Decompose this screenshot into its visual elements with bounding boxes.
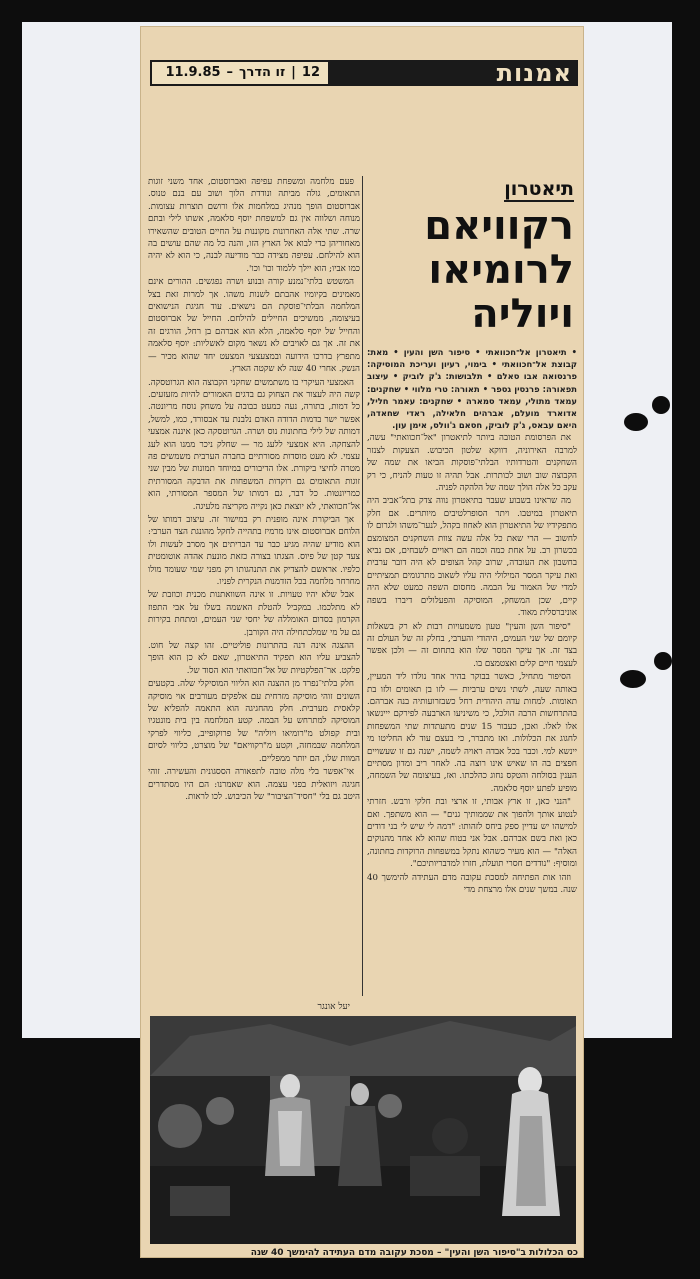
stage-photo-drawing	[150, 1016, 576, 1244]
headline-line: לרומיאו	[428, 247, 574, 293]
body-paragraph: ההצגה אינה דנה בהתרונות פוליטיים. זהו קצה של חוט. להצביע עליו הוא תפקיד התיאטרון, שאם לא כן הוא הופך פלקט. אר־הפלקטיות של אל־חכוואתי הוא הסוד של.	[148, 641, 360, 676]
body-paragraph: האמצעי העיקרי בו משתמשים שחקני הקבוצה הוא הגרוטסקה. קשה היה לעצור את הצחוק גם בדגים האמורים להיות מזעזעים. כל דמות, בתורה, נעה כמעט כבובה על משחק נוסח מריונטה. אפשר ישר בדמות הדודה האדם נלבנת עד אבסורד, כמו, למשל, דמותה של לילי בחתונות נוס ושרה. הגרוטסקה כאן איננה אמצעי להצחקה. היא אמצעי ללעג מר — שחלק ניכר ממנו הוא לעג עצמי. לא מעט מוסדות מסורתיים בחברה הערבית משמשים פה מטרה לחיצי ביקורת. אלו הדיבורים במיוחד תמונות של מבין שני זוגות התאומים גם רוקדות המשפחות את הדבקה המסורתית כמריונטות. כל דבר, גם דמותו של המספר המסורתי, הוא אל־חכוואתי, לא יוצאת כאן נקייה מקריצה מלעיגה.	[148, 377, 360, 512]
section-title: אמנות	[330, 60, 578, 86]
headline	[364, 204, 574, 336]
production-credits: • תיאטרון אל־חכוואתי • סיפור השן והעין • מאת: קבוצת אל־חכוואתי • בימוי, רעיון ועריכת המוסיקה: פרנסואה אבו סאלם • תלבושות: ג'ק לוביק • עיצוב תפאורה: פרנסין גספר • תאורה: טרי מלווי • שחקנים: עמאד מתולי, עמאד סמארה • שחקנים: עאמר חליל, אדוארד מועלם, אברהים חלאילה, ראדי שחאדה, היאם עבאס, ג'ק לוביק, חסאם ג'וולס, אימן עון.	[367, 347, 577, 431]
photo-caption: כס הכלולות ב"סיפור השן והעין" – מסכת עקובה מדם העתידה להימשך 40 שנה	[250, 1248, 578, 1258]
newspaper-clipping	[140, 26, 584, 1258]
body-paragraph: הסיפור מתחיל, כאשר בבוקר בהיר אחד נולדו ליד המעיין, באותה שעה, לשתי נשים ערביות — לזו בן תאומים ולזו בת תאומות. למחות עדה היהודית רחל כשבזרועותיה בנה אברהם. בהתרחשות הרבה הולכל, כי משיניעו הארבעה לפירקם ייינשאו אלו לאלו. ואכן, כעבור 15 שנים מתעתדות שתי המשפחות לחגוג את הכלולות. ואז מתברר, כי בעצם עוד לא החליטו מי יינשא למי. וכבר בכל אבדה ראויה לשמה, ישנה גם זו שעשויים חפצים בה הו שאיש אינו רוצה בה. לאחר ריב ומדון מסתיים הענין בסולחה והטקס נחוג כהלכתו. ואז, בעיצומה של השמחה, מופיע לפתע יוסף סלאמה.	[367, 672, 577, 794]
issue-date: 11.9.85	[165, 65, 221, 80]
punch-hole	[654, 652, 672, 670]
headline-line: רקוויאם	[424, 203, 574, 249]
body-paragraph: "סיפור השן והעין" טעון משמעויות רבות לא רק בשאלות קיומם של שני העמים, היהודי והערבי, בחלק זה של העולם זה בצד זה. אך עיקר המסר שלו הוא בתחום זה — ולכן אפשר לעצמי חיים קלים ואצטמצם בו.	[367, 621, 577, 669]
column-divider	[362, 176, 363, 996]
stage-photo	[150, 1016, 576, 1244]
article-column-left	[148, 176, 360, 998]
author-byline: יעל אונגר	[317, 1002, 350, 1012]
body-paragraph: פעם מלחמה ומשפחת עפיפה ואברוסטום, אחד משני זוגות התאומים, גולה מביתה ונודדת הלוך ושוב עם בנם טנוס. אברוסטום הופך מנהיג במלחמות אלו ורושם תוצרות עצומות. מנוחה ושלווה אין גם למשפחת יוסף סלאמה, אשתו לילי ובתם שרה. שתי אלה האחרונות מקוננות על החיים הטובים שהשאירו מאחוריהן כדי לבוא אל הארץ הזו, והנה כל מה שהם עושים בה הוא להילחם. עפיפה מצידה כבר מודיעה לבנה, כי הוא לא יהיה כמו אביו; הוא יילך ללמוד וכו' וכו'.	[148, 177, 360, 274]
body-paragraph: חלק בלתי־נפרד מן ההצגה הוא הליווי המוסיקלי שלה. בקטעים השונים זוהי מוסיקה מזרחית עם אלפקים מעורבים אוי מוסיקה קלאסית מערבית. חלק מהחגיגה הוא התאמה להפליא של המוסיקה למתרחש על הבמה. קטע המלחמה בין בית מונטגיו ובית קפולט מ"רומיאו ויוליה" של פרוקופייב, כליווי לפרקי המלחמה שבמחזה, וקטע מ"רקוויאם" של מוצרט, כליווי לסיום המוות שלו, הם יותר ממפליים.	[148, 679, 360, 764]
body-paragraph: את הפרסומת הטובה ביותר לתיאטרון "אל־חכוואתי" עשה, למרבה האירוניה, דווקא שלטון הכיבוש. הצעקות לצנזר השחקנים והטרדותיו הבלתי־פוסקות הביאו את שמה של הקבוצה שוב ושוב לכותרות. אבל תהיה זו טעות להניח, כי רק עקב כל אלה הולך שמה של הלהקה לפניה.	[367, 433, 577, 494]
punch-hole	[652, 396, 670, 414]
publication-name: זו הדרך	[239, 65, 286, 80]
body-paragraph: אך הביקורת אינה מופנית רק במישור זה. עיצוב דמותו של הלוחם אברוסטום אינו מרמיז בתהייה לחקל מהונגת הצד הערבי: הוא מודיע שהיה מגיע כבר עד הבריתים אך מסרב לעשות ולו צעד קטן של פיוס. הצגתו בצורה כזאת מונעת אהדה אוטומטית כלפיו. אראשם להצדיק את התנהגותו רק מפני שמי שעומד מולו מחרחר מלחמה בכל הזדמנות הנקרית לפניו.	[148, 514, 360, 587]
body-paragraph: אבל שלא יהיו טעויות. זו אינה השוואתנות מכנית וכוזבת של לא מתלכמו. במקביל להטלת האשמה בשלו על אבי התפוז הקדמון בסדום האומללה של יחסי שני העמים, ומתחת בקירות גם על מי שמלכתחילה היה הקורבן.	[148, 590, 360, 638]
headline-line: ויוליה	[471, 291, 574, 337]
body-paragraph: מה שראינו בשבוע שעבר בתיאטרון נווה צדק בתל־אביב היה תיאטרון במיטבו. ויתר הסופרלטיבים מיותרים. אם חלק מתפקידיו של התיאטרון הוא לאחוז בקהל, לנער־משהו ולגרום לו לחשוב — הרי שאת כל אלה עשה צוות השחקנים המצומצם בכשרון רב. על אחת כמה וכמה הם ראויים לשבחים, אם נביא בחשבון את העובדה, שרוב קהל הצופים לא היה דובר ערבית ואת עיקר המסר המילולי היה עליו לשאוב מתרגומים תמציתיים למדי של האמור על הבמה. מחסום השפה כמעט שלא היה קיים, שכן המשחק, המוסיקה והפעלולים דיברו בשפה אוניברסלית מאוד.	[367, 496, 577, 619]
page-number: 12	[301, 65, 320, 80]
page-header	[150, 60, 578, 88]
punch-hole	[620, 670, 646, 688]
body-paragraph: "הנני כאן, זו ארץ אבותי, זו ארצי ובת חלקי ורבש. חזרתי לנטוע אותך ולהפוך את שממותיך גנים" — הוא משתפך. ואם למישהו יש עדיין ספק ביחס לזהותו: "דמה לי שיש לי בני דודים כאן ואת בשם אברהם. אבל אני בטוח שהוא לא אחד מהנוקים האלה" — הוא מעיר כשהוא נתקל במשפחות הרוקדות בחתונה, ומוסיף: "נודדים חסרי תועלת, חזרו למדבריותיכם".	[367, 797, 577, 870]
dateline: 12|זו הדרך–11.9.85	[150, 60, 330, 86]
body-paragraph: המשטש בלתי־נמנע קורה ובנוע ושרה נפגשים. ההורים אינם מאמינים בקיומיו אהבתם לשנות משהו. אך למרות זאת בצל המלחמה הבלתי־פוסקת הם נישאים. עוד חגיגת הנישואים בעיצומה, ממשיכים החיילים להילחם. החייל של אברוסטום והחייל של יוסף סלאמה, הלא הוא אברהם בן רחל, הורגים זה את זה. אך גם לאויבים לא נשאר מקום לאשליות: יוסף סלאמה מתפרץ בדרכו הידועה ובמצעצעי המצעט יחד שהוא מכיר — הנשק. אחרי 40 שנה לא שקטה הארץ.	[148, 277, 360, 375]
category-label: תיאטרון	[504, 178, 574, 200]
body-paragraph: אי־אפשר בלי מלה טובה לתפאורה הססגונית והעשירה. זוהי חגיגה ויזואלית בפני עצמה. הוא שאמרנו: הם היו מסתדרים היטב גם בלי "חסיד־הציבור" של הכיבוש. לכו לראות.	[148, 767, 360, 802]
body-paragraph: וזהו אות הפתיחה למסכת עקובה מדם העתידה להימשך 40 שנה. במשך שנים אלו מרצחת מדי	[367, 872, 577, 896]
punch-hole	[624, 413, 648, 431]
article-column-right	[367, 346, 577, 996]
